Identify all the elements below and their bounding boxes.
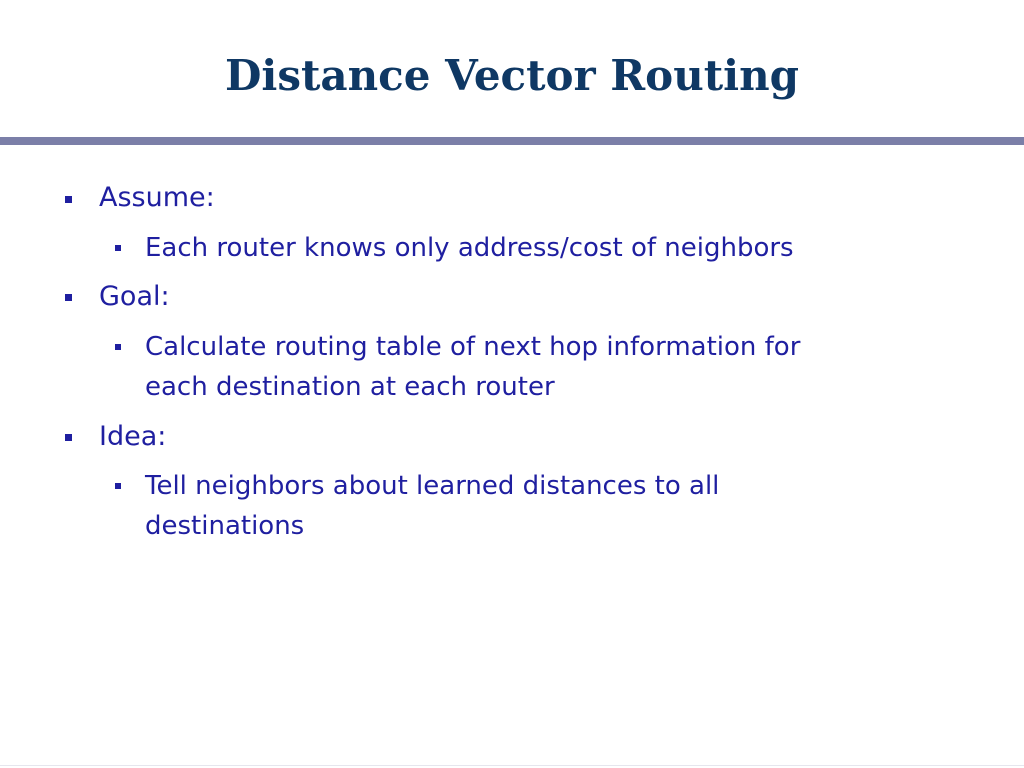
slide-title: Distance Vector Routing (225, 51, 799, 100)
bottom-divider (0, 765, 1024, 766)
bullet-idea: Idea: (99, 421, 167, 452)
sub-bullet-tell-neighbors-line2: destinations (145, 511, 305, 541)
square-bullet-icon (115, 483, 121, 489)
bullet-goal: Goal: (99, 281, 170, 312)
square-bullet-icon (115, 344, 121, 350)
sub-bullet-routing-table-line1: Calculate routing table of next hop information for (145, 332, 801, 362)
sub-bullet-tell-neighbors-line1: Tell neighbors about learned distances to all (145, 471, 720, 501)
square-bullet-icon (65, 196, 72, 203)
bullet-assume: Assume: (99, 182, 215, 213)
square-bullet-icon (115, 245, 121, 251)
square-bullet-icon (65, 434, 72, 441)
sub-bullet-neighbors: Each router knows only address/cost of neighbors (145, 233, 794, 263)
sub-bullet-routing-table-line2: each destination at each router (145, 372, 555, 402)
square-bullet-icon (65, 294, 72, 301)
